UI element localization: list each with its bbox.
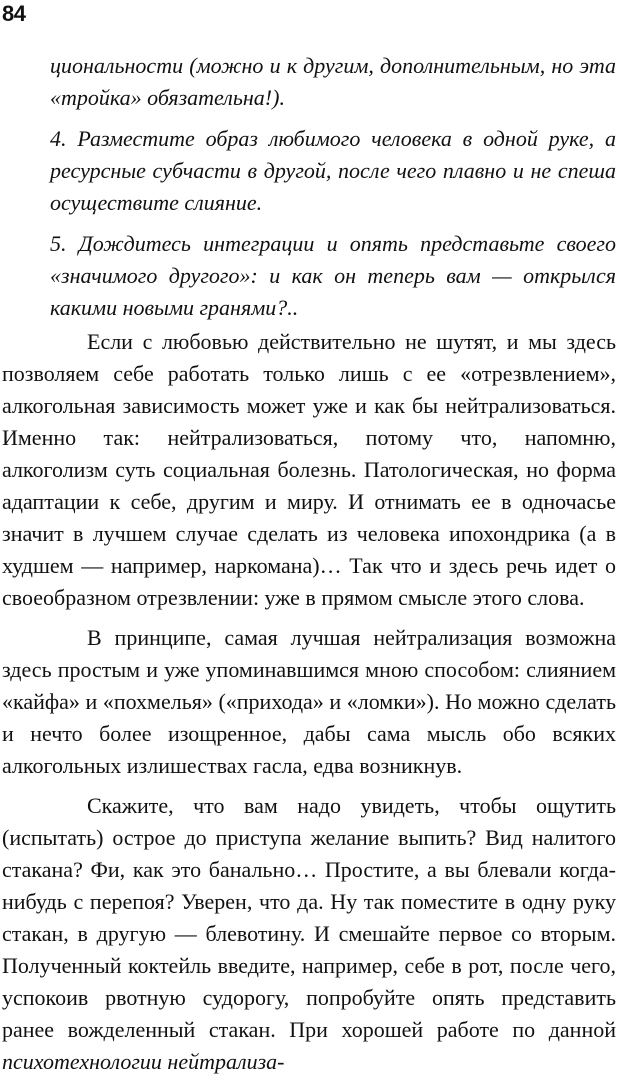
page-body [2,50,616,1078]
exercise-step-5: 5. Дождитесь интеграции и опять представьте своего «значимого другого»: и как он теперь вам — открылся какими новыми гранями?.. [50,231,616,320]
body-paragraph-3-text: Скажите, что вам надо увидеть, чтобы ощутить (испытать) острое до приступа желание выпить? Вид налитого стакана? Фи, как это банально… Простите, а вы блевали когда-нибудь с перепоя? Уверен, что да. Ну так поместите в одну руку стакан, в другую — блевотину. И смешайте первое со вторым. Полученный коктейль введите, например, себе в рот, после чего, успокоив рвотную судорогу, попробуйте опять представить ранее вожделенный стакан. При хорошей работе по данной [2,793,616,1042]
exercise-continuation: циональности (можно и к другим, дополнительным, но эта «тройка» обязательна!). [50,53,616,110]
body-paragraph-1: Если с любовью действительно не шутят, и мы здесь позволяем себе работать только лишь с ее «отрезвлением», алкогольная зависимость может уже и как бы нейтрализоваться. Именно так: нейтрализоваться, потому что, напомню, алкоголизм суть социальная болезнь. Патологическая, но форма адаптации к себе, другим и миру. И отнимать ее в одночасье значит в лучшем случае сделать из человека ипохондрика (а в худшем — например, наркомана)… Так что и здесь речь идет о своеобразном отрезвлении: уже в прямом смысле этого слова. [2,329,616,610]
exercise-step-4: 4. Разместите образ любимого человека в одной руке, а ресурсные субчасти в другой, после чего плавно и не спеша осуществите слияние. [50,126,616,215]
body-paragraph-2: В принципе, самая лучшая нейтрализация возможна здесь простым и уже упоминавшимся мною способом: слиянием «кайфа» и «похмелья» («прихода» и «ломки»). Но можно сделать и нечто более изощренное, дабы сама мысль обо всяких алкогольных излишествах гасла, едва возникнув. [2,625,616,778]
page-number: 84 [2,1,26,26]
body-paragraph-3 [2,790,616,1078]
body-paragraph-3-italic-tail: психотехнологии нейтрализа- [2,1049,285,1074]
